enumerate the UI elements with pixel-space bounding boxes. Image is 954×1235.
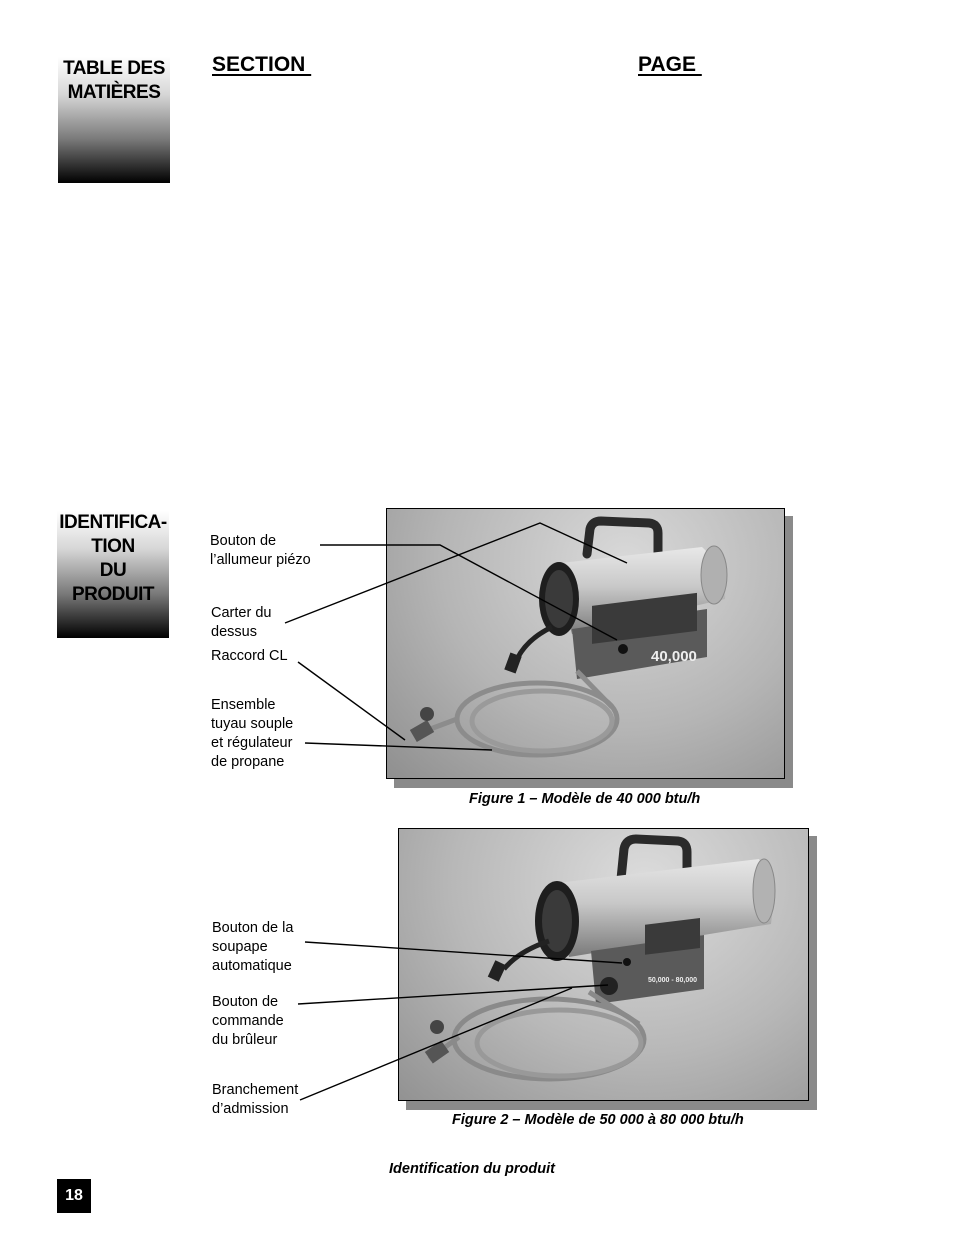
label-inlet-line-2: d’admission <box>212 1101 289 1117</box>
label-auto-valve-line-3: automatique <box>212 958 292 974</box>
identification-tab-line-2: TION <box>91 536 135 557</box>
label-top-shell-line-1: Carter du <box>211 605 272 621</box>
label-top-shell <box>211 604 271 642</box>
label-auto-valve-line-1: Bouton de la <box>212 920 294 936</box>
label-burner-control <box>212 993 284 1050</box>
footer-title: Identification du produit <box>389 1161 555 1177</box>
label-cl-fitting <box>211 647 288 666</box>
figure2-photo <box>398 828 809 1101</box>
identification-tab-line-3: DU <box>99 560 127 581</box>
figure1-photo <box>386 508 785 779</box>
label-hose-line-2: tuyau souple <box>211 716 294 732</box>
label-auto-valve-line-2: soupape <box>212 939 268 955</box>
label-burner-line-3: du brûleur <box>212 1032 278 1048</box>
figure1-panel-text: 40,000 <box>651 648 697 665</box>
label-burner-line-2: commande <box>212 1013 284 1029</box>
figure2-heater-illustration <box>399 829 808 1100</box>
label-piezo-line-2: l’allumeur piézo <box>210 552 311 568</box>
label-hose-line-4: de propane <box>211 754 285 770</box>
toc-tab-line-2: MATIÈRES <box>67 82 161 103</box>
page-header: PAGE <box>638 53 702 76</box>
label-inlet-line-1: Branchement <box>212 1082 299 1098</box>
label-hose-line-1: Ensemble <box>211 697 276 713</box>
identification-tab-line-1: IDENTIFICA- <box>59 512 167 533</box>
figure1-heater-illustration <box>387 509 784 778</box>
label-burner-line-1: Bouton de <box>212 994 279 1010</box>
label-cl-fitting-line-1: Raccord CL <box>211 648 288 664</box>
toc-tab-line-1: TABLE DES <box>63 58 165 79</box>
figure2-caption: Figure 2 – Modèle de 50 000 à 80 000 btu/h <box>452 1112 744 1128</box>
figure1-caption: Figure 1 – Modèle de 40 000 btu/h <box>469 791 701 807</box>
label-hose-line-3: et régulateur <box>211 735 293 751</box>
toc-tab <box>58 57 170 183</box>
label-auto-valve <box>212 919 293 976</box>
figure2-panel-text: 50,000 - 80,000 <box>648 977 698 984</box>
label-piezo-button <box>210 532 311 570</box>
label-hose-regulator <box>211 696 293 772</box>
label-piezo-line-1: Bouton de <box>210 533 277 549</box>
identification-tab-line-4: PRODUIT <box>72 584 154 605</box>
page-number: 18 <box>57 1179 91 1213</box>
identification-tab <box>57 511 169 638</box>
label-top-shell-line-2: dessus <box>211 624 257 640</box>
section-header: SECTION <box>212 53 312 76</box>
label-inlet <box>212 1081 298 1119</box>
